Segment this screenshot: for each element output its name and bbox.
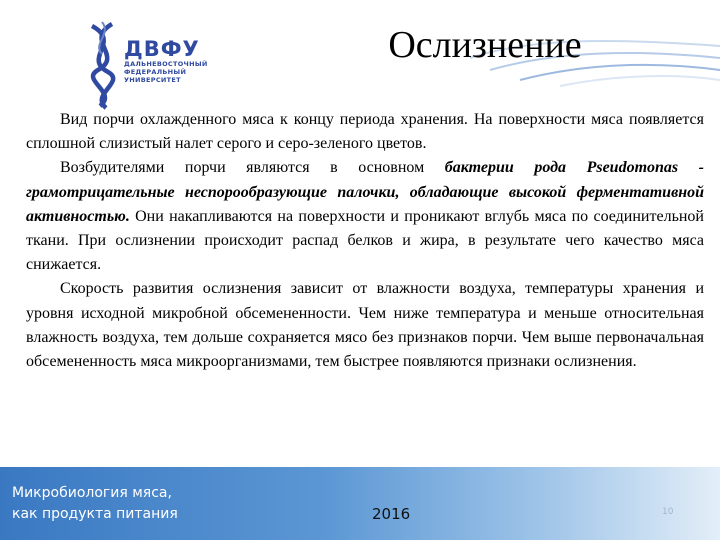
logo-main-text: ДВФУ: [124, 37, 200, 61]
paragraph-2-emphasis: бактерии рода Pseudomonas - грамотрицательные неспорообразующие палочки, обладающие высокой ферментативной активностью.: [26, 159, 704, 225]
slide-title: Ослизнение: [388, 24, 582, 66]
body-text: [26, 108, 704, 374]
logo-sub-line-2: ФЕДЕРАЛЬНЫЙ: [124, 68, 187, 76]
paragraph-2-rest: Они накапливаются на поверхности и проникают вглубь мяса по соединительной ткани. При ослизнении происходит распад белков и жира, в результате чего качество мяса снижается.: [26, 207, 704, 274]
paragraph-1: Вид порчи охлажденного мяса к концу периода хранения. На поверхности мяса появляется сплошной слизистый налет серого и серо-зеленого цветов.: [26, 111, 704, 153]
course-line-2: как продукта питания: [12, 506, 178, 522]
paragraph-3: Скорость развития ослизнения зависит от влажности воздуха, температуры хранения и уровня исходной микробной обсемененности. Чем ниже температура и меньше относительная влажность воздуха, тем дольше сохраняется мясо без признаков порчи. Чем выше первоначальная обсемененность мяса микроорганизмами, тем быстрее появляются признаки ослизнения.: [26, 280, 704, 371]
logo-sub-line-3: УНИВЕРСИТЕТ: [124, 76, 181, 84]
footer-bar: [0, 467, 720, 540]
logo-sub-line-1: ДАЛЬНЕВОСТОЧНЫЙ: [124, 60, 208, 68]
logo-text: [124, 38, 208, 84]
course-line-1: Микробиология мяса,: [12, 485, 172, 501]
page-number: 10: [662, 507, 674, 517]
footer-year: 2016: [372, 505, 411, 523]
paragraph-2: [26, 156, 704, 277]
course-name: [12, 483, 178, 525]
paragraph-2-lead: Возбудителями порчи являются в основном: [60, 159, 445, 177]
